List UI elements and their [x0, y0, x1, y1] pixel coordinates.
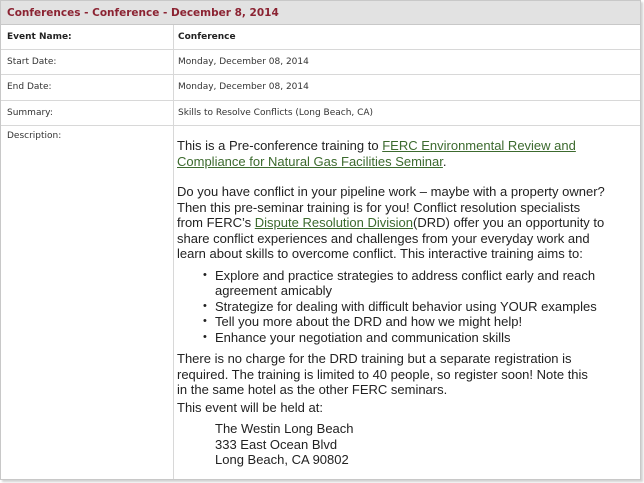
address-line: Long Beach, CA 90802 — [215, 452, 349, 467]
column-divider — [173, 126, 174, 480]
paragraph-line: Do you have conflict in your pipeline work – maybe with a property owner? — [177, 184, 605, 199]
bullet-icon: • — [203, 268, 207, 281]
column-divider — [173, 25, 174, 49]
description-label: Description: — [7, 131, 62, 141]
aims-list — [177, 268, 641, 346]
start-date-value: Monday, December 08, 2014 — [178, 57, 309, 67]
summary-row — [1, 101, 640, 126]
list-item — [177, 314, 641, 330]
description-row — [1, 126, 640, 480]
paragraph-line: Then this pre-seminar training is for you! Conflict resolution specialists — [177, 199, 581, 215]
bullet-icon: • — [203, 315, 207, 327]
end-date-label: End Date: — [7, 82, 52, 92]
end-date-value: Monday, December 08, 2014 — [178, 82, 309, 92]
address-line: The Westin Long Beach — [215, 421, 354, 436]
summary-label: Summary: — [7, 108, 53, 118]
venue-address — [177, 421, 641, 468]
dispute-resolution-link[interactable]: Dispute Resolution Division — [254, 215, 414, 230]
paragraph-line — [177, 215, 641, 231]
event-name-label: Event Name: — [7, 32, 72, 42]
address-line: 333 East Ocean Blvd — [215, 436, 338, 452]
bullet-icon: • — [203, 330, 207, 343]
list-item — [177, 299, 641, 315]
paragraph-line: share conflict experiences and challenges from your everyday work and — [177, 230, 590, 246]
description-body — [177, 138, 641, 468]
summary-value: Skills to Resolve Conflicts (Long Beach, CA) — [178, 108, 374, 118]
list-item-text: Enhance your negotiation and communication skills — [215, 329, 511, 345]
paragraph-line: learn about skills to overcome conflict. This interactive training aims to: — [177, 246, 583, 261]
list-item-text: Explore and practice strategies to address conflict early and reach — [215, 267, 596, 283]
event-name-value: Conference — [178, 32, 236, 42]
list-item-text: Tell you more about the DRD and how we might help! — [215, 314, 523, 329]
paragraph-text: from FERC’s — [177, 215, 255, 230]
intro-period: . — [442, 153, 447, 169]
page-title — [1, 1, 640, 25]
list-item-text: Strategize for dealing with difficult behavior using YOUR examples — [215, 298, 597, 314]
seminar-link[interactable]: FERC Environmental Review and — [382, 138, 576, 153]
start-date-label: Start Date: — [7, 57, 57, 67]
end-date-row — [1, 75, 640, 101]
paragraph-text: (DRD) offer you an opportunity to — [413, 215, 605, 230]
paragraph-line: in the same hotel as the other FERC seminars. — [177, 382, 448, 397]
description-intro-line2 — [177, 154, 641, 170]
column-divider — [173, 101, 174, 125]
list-item-text: agreement amicably — [215, 283, 333, 298]
list-item — [177, 268, 641, 299]
description-intro — [177, 138, 641, 154]
column-divider — [173, 50, 174, 74]
paragraph-line: required. The training is limited to 40 people, so register soon! Note this — [177, 366, 588, 382]
intro-text: This is a Pre-conference training to — [177, 138, 383, 153]
bullet-icon: • — [203, 299, 207, 312]
location-intro: This event will be held at: — [177, 399, 323, 415]
column-divider — [173, 75, 174, 100]
list-item — [177, 330, 641, 346]
paragraph-line: There is no charge for the DRD training but a separate registration is — [177, 351, 572, 366]
event-name-row — [1, 25, 640, 50]
seminar-link-cont[interactable]: Compliance for Natural Gas Facilities Seminar — [177, 153, 443, 169]
page-title-text: Conferences - Conference - December 8, 2014 — [7, 7, 279, 19]
start-date-row — [1, 50, 640, 75]
